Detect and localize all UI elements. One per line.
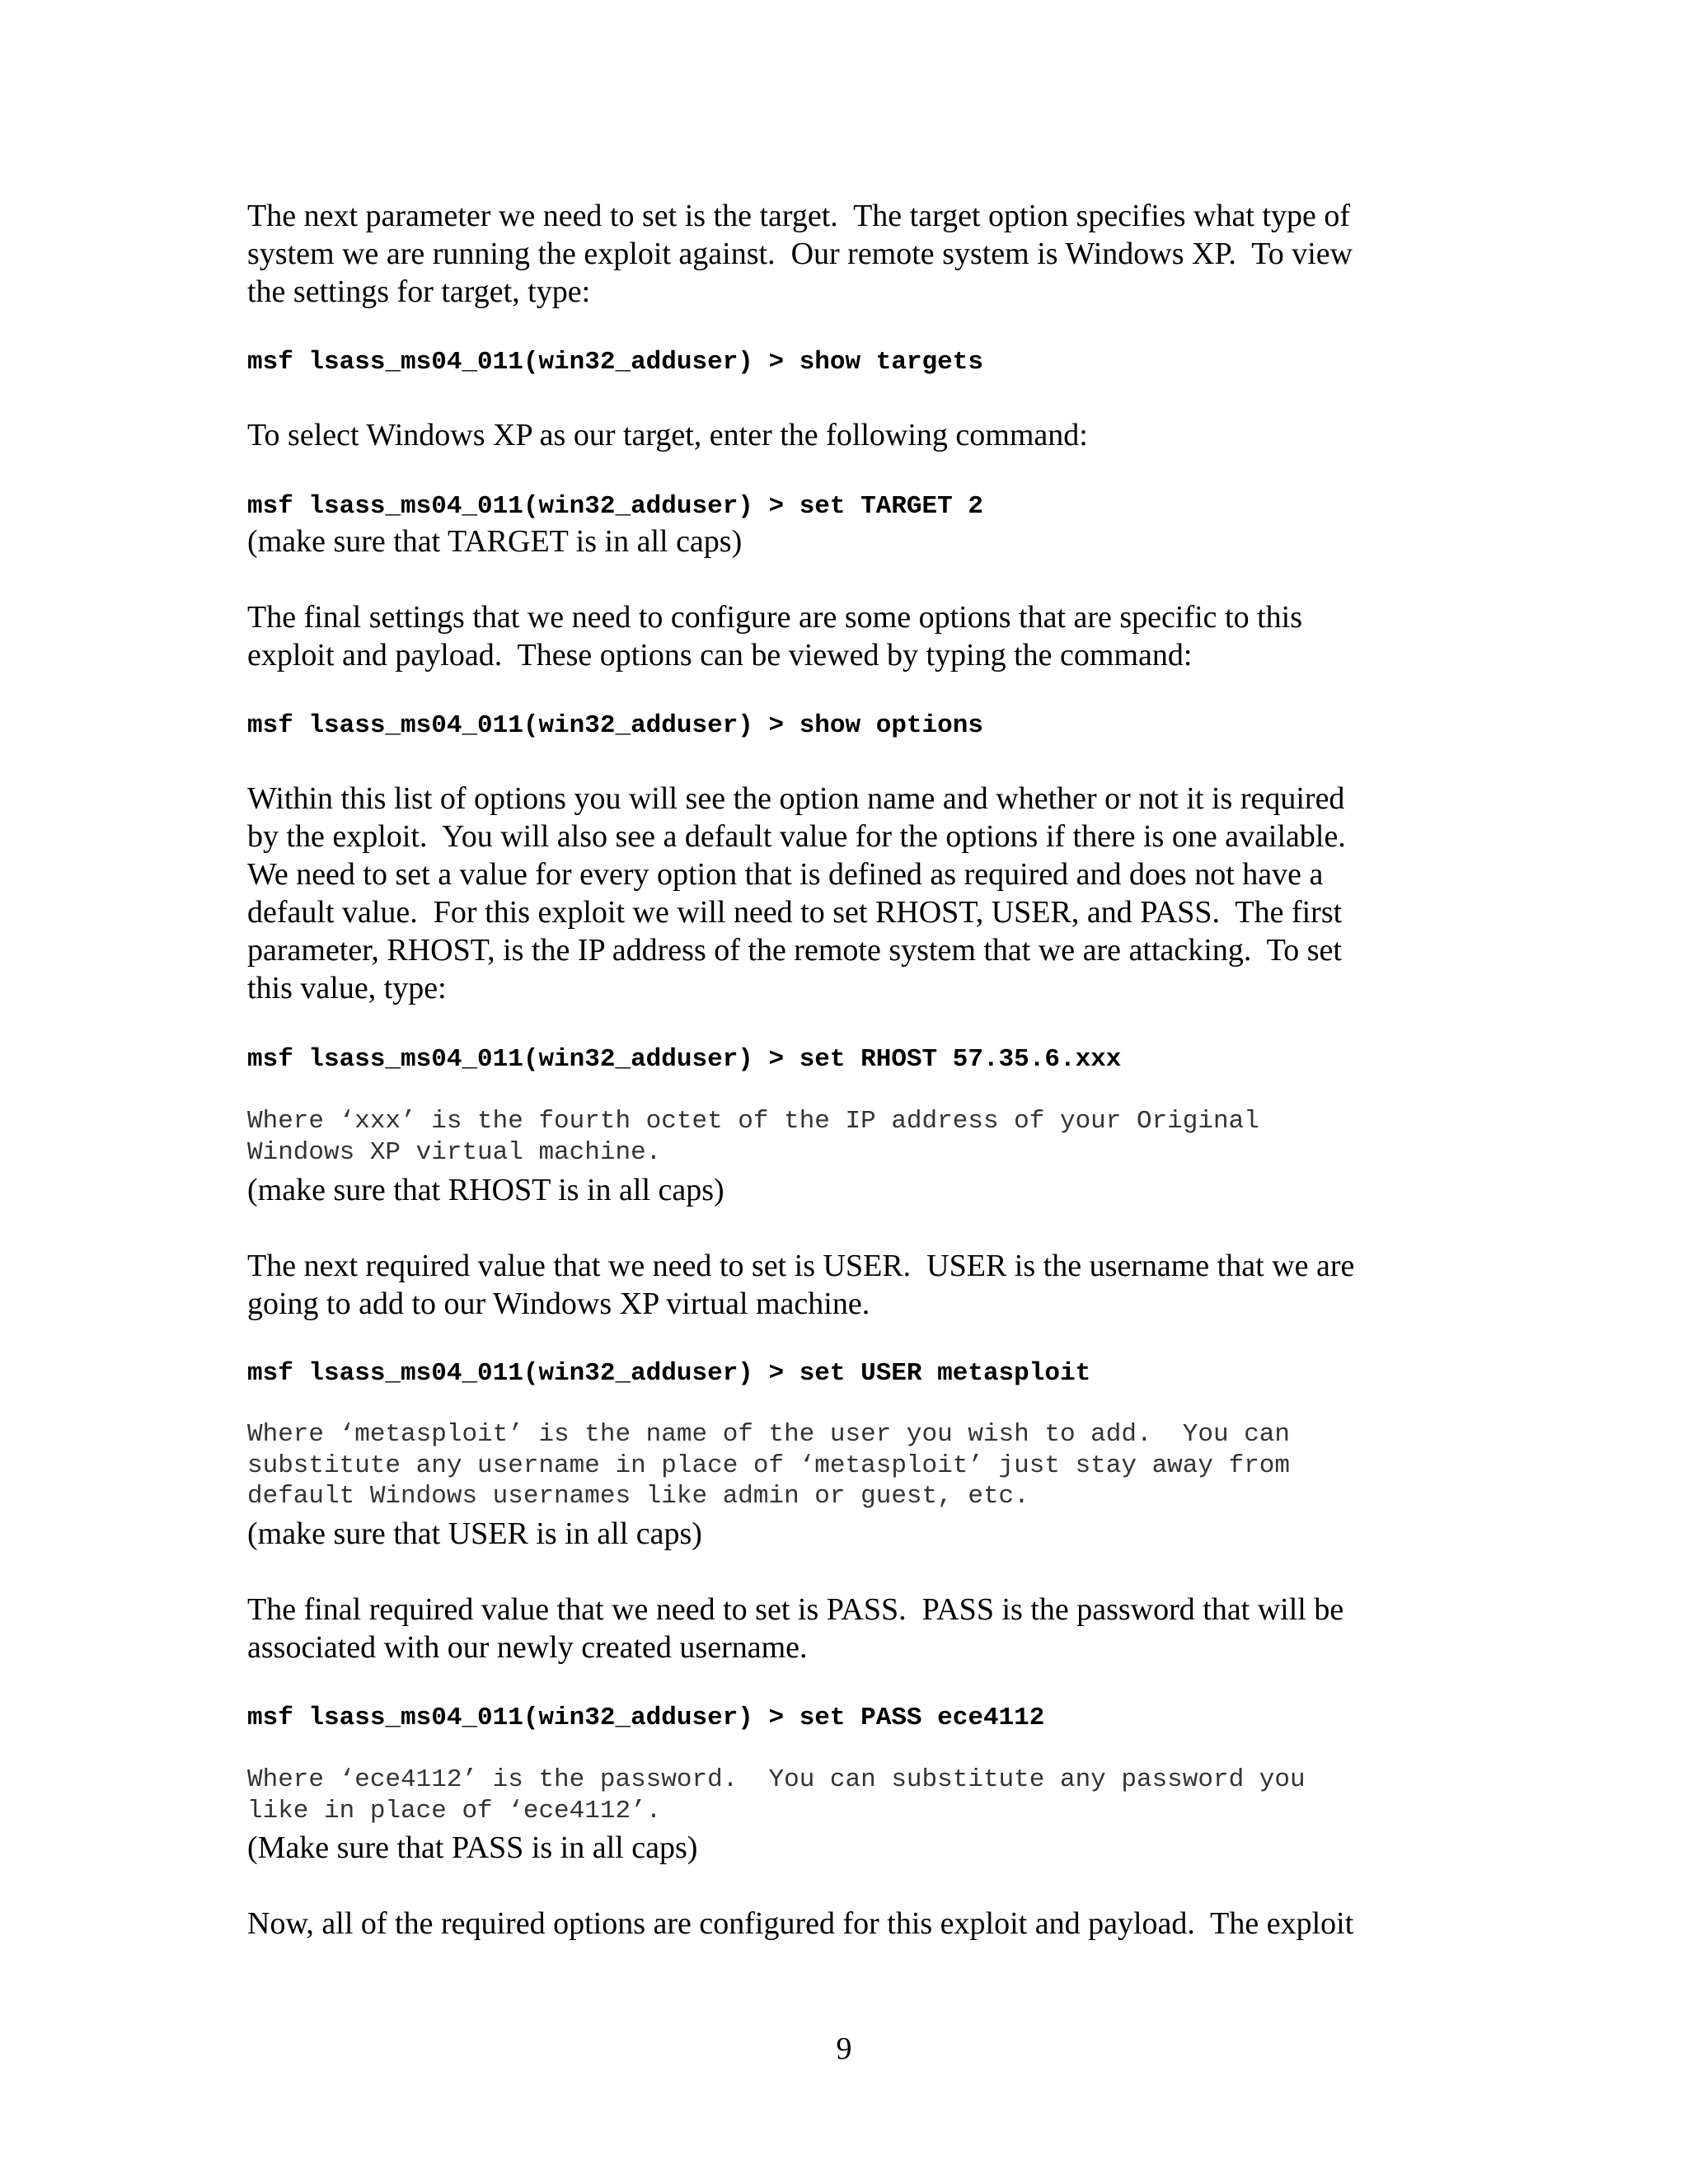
text-line: the settings for target, type: [247, 274, 591, 309]
paragraph-options-explained [247, 780, 1451, 1007]
command-set-rhost: msf lsass_ms04_011(win32_adduser) > set RHOST 57.35.6.xxx [247, 1045, 1122, 1074]
text-line: Now, all of the required options are configured for this exploit and payload. The exploit [247, 1906, 1354, 1941]
command-show-targets: msf lsass_ms04_011(win32_adduser) > show targets [247, 348, 983, 377]
text-line: by the exploit. You will also see a default value for the options if there is one available. [247, 819, 1346, 854]
text-line: The next parameter we need to set is the target. The target option specifies what type of [247, 199, 1350, 233]
note-pass [247, 1765, 1451, 1826]
paragraph-final-settings [247, 598, 1451, 674]
note-rhost [247, 1106, 1451, 1168]
text-line: (make sure that TARGET is in all caps) [247, 524, 743, 559]
paragraph-rhost-caps [247, 1171, 1451, 1209]
note-line: substitute any username in place of ‘metasploit’ just stay away from [247, 1451, 1291, 1480]
text-line: (make sure that RHOST is in all caps) [247, 1173, 724, 1207]
paragraph-configured [247, 1905, 1451, 1943]
command-show-options: msf lsass_ms04_011(win32_adduser) > show options [247, 711, 983, 740]
note-line: Where ‘metasploit’ is the name of the user you wish to add. You can [247, 1420, 1291, 1449]
text-line: parameter, RHOST, is the IP address of the remote system that we are attacking. To set [247, 933, 1342, 968]
text-line: The final required value that we need to set is PASS. PASS is the password that will be [247, 1592, 1344, 1627]
note-line: Where ‘ece4112’ is the password. You can substitute any password you [247, 1765, 1306, 1794]
paragraph-user-caps [247, 1515, 1451, 1553]
note-line: Where ‘xxx’ is the fourth octet of the IP address of your Original [247, 1107, 1259, 1136]
command-set-pass: msf lsass_ms04_011(win32_adduser) > set PASS ece4112 [247, 1704, 1045, 1732]
paragraph-target-intro [247, 197, 1451, 311]
text-line: exploit and payload. These options can be viewed by typing the command: [247, 638, 1193, 673]
command-set-user: msf lsass_ms04_011(win32_adduser) > set USER metasploit [247, 1359, 1091, 1388]
page-number: 9 [836, 2032, 852, 2066]
text-line: going to add to our Windows XP virtual machine. [247, 1286, 870, 1321]
note-line: Windows XP virtual machine. [247, 1137, 662, 1167]
note-line: default Windows usernames like admin or guest, etc. [247, 1482, 1029, 1511]
paragraph-select-target [247, 416, 1451, 454]
note-user [247, 1419, 1451, 1512]
text-line: The final settings that we need to configure are some options that are specific to this [247, 600, 1302, 635]
text-line: associated with our newly created username. [247, 1630, 808, 1665]
text-line: To select Windows XP as our target, enter the following command: [247, 418, 1088, 452]
text-line: Within this list of options you will see the option name and whether or not it is required [247, 781, 1345, 816]
text-line: The next required value that we need to set is USER. USER is the username that we are [247, 1249, 1355, 1283]
text-line: (make sure that USER is in all caps) [247, 1516, 702, 1551]
text-line: system we are running the exploit against. Our remote system is Windows XP. To view [247, 237, 1353, 271]
paragraph-user-intro [247, 1247, 1451, 1323]
command-set-target: msf lsass_ms04_011(win32_adduser) > set TARGET 2 [247, 492, 983, 521]
note-line: like in place of ‘ece4112’. [247, 1796, 662, 1825]
text-line: this value, type: [247, 971, 447, 1005]
text-line: (Make sure that PASS is in all caps) [247, 1830, 698, 1865]
paragraph-target-caps [247, 523, 1451, 560]
paragraph-pass-caps [247, 1829, 1451, 1867]
text-line: default value. For this exploit we will need to set RHOST, USER, and PASS. The first [247, 895, 1343, 930]
paragraph-pass-intro [247, 1591, 1451, 1666]
text-line: We need to set a value for every option that is defined as required and does not have a [247, 857, 1324, 892]
